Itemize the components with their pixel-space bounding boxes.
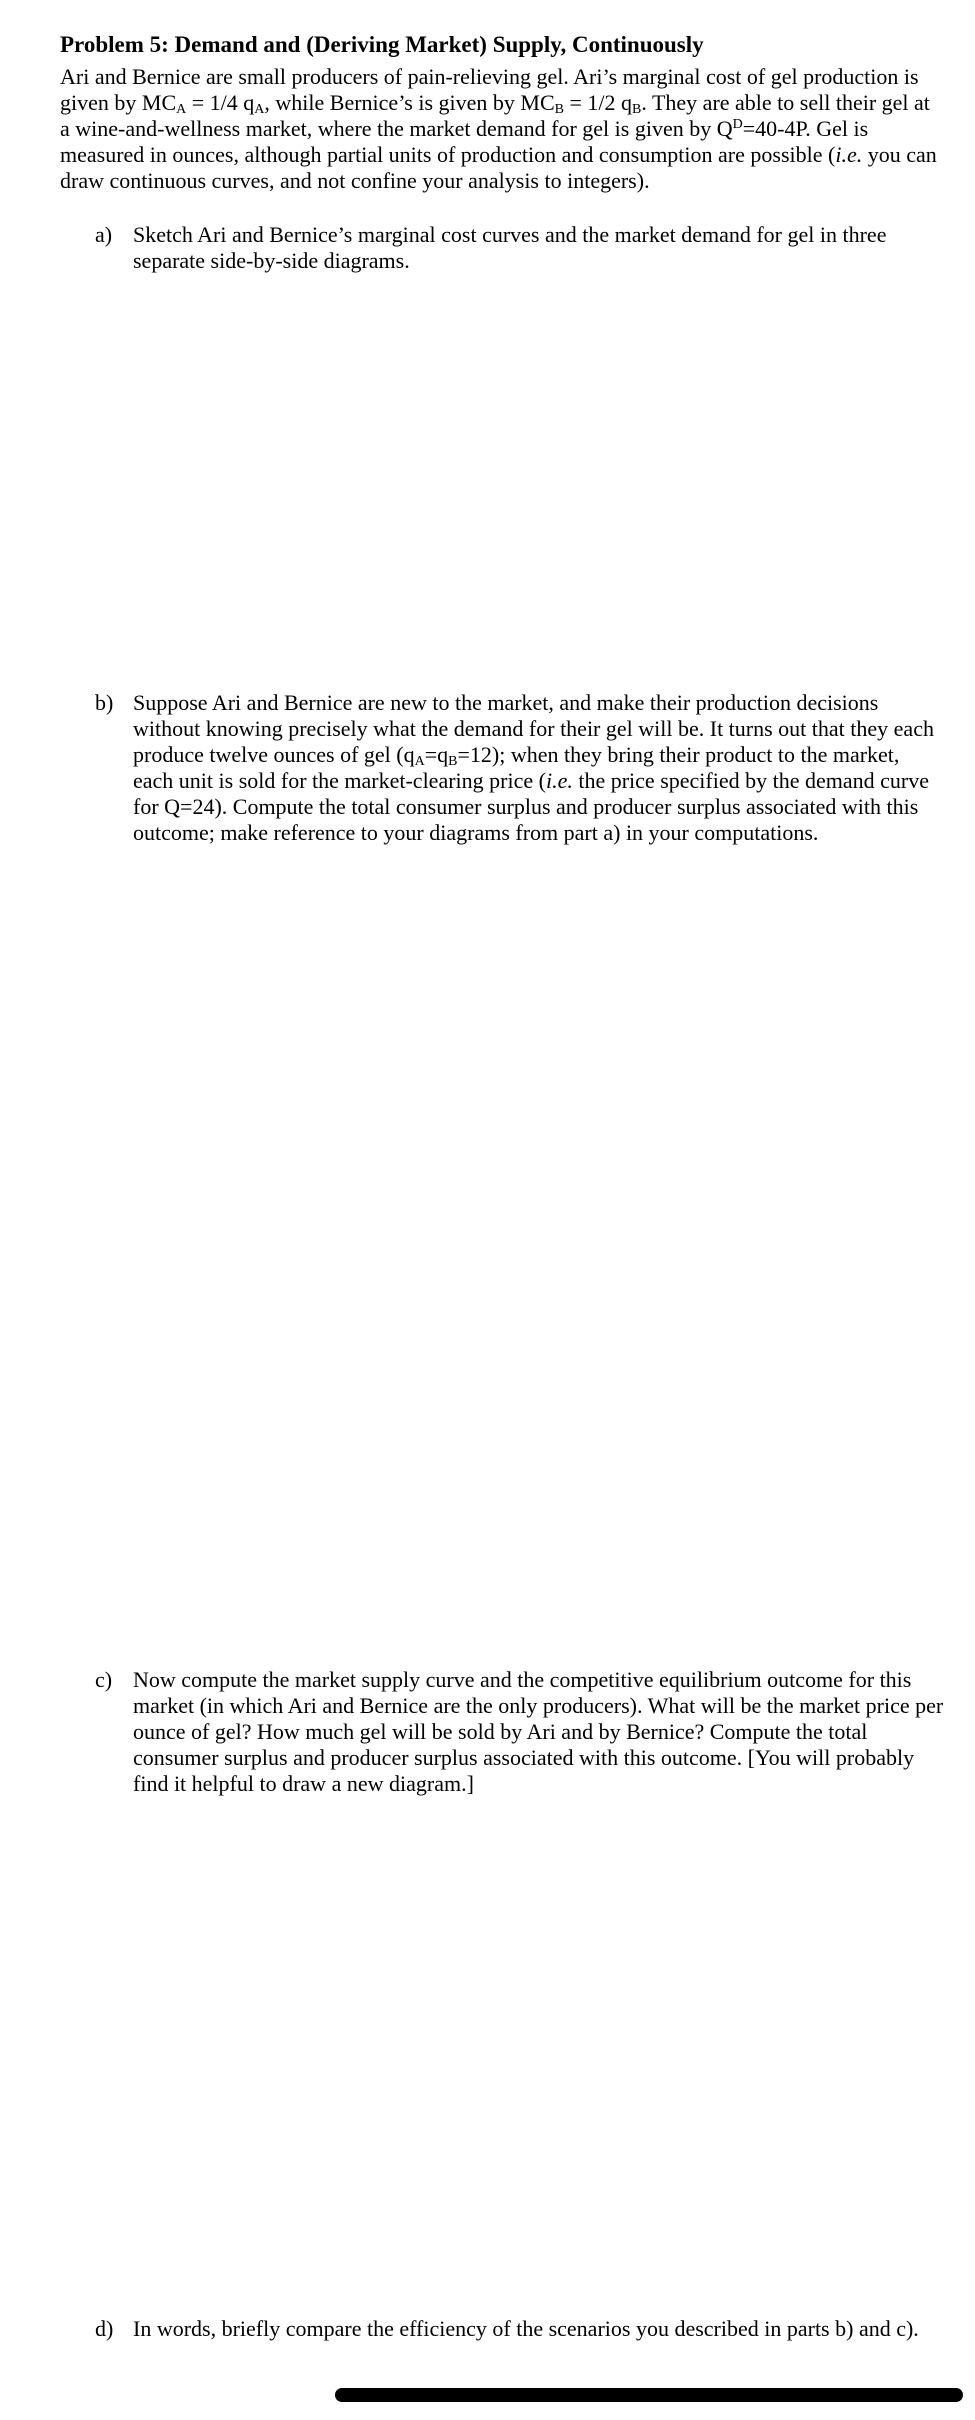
part-b-letter: b) xyxy=(95,690,114,715)
problem-intro: Ari and Bernice are small producers of pain-relieving gel. Ari’s marginal cost of gel production is given by $MC_A = 1/4$ $q_A$, while Bernice’s is given by $MC_B = 1/2$ $q_B$. They are able to sell their gel at a wine-and-wellness market, where the market demand for gel is given by $Q^D=40-4P$. Gel is measured in ounces, although partial units of production and consumption are possible (i.e. you can draw continuous curves, and not confine your analysis to integers). xyxy=(60,64,937,193)
part-d-text: In words, briefly compare the efficiency of the scenarios you described in parts b) and c). xyxy=(133,2316,919,2341)
part-c-letter: c) xyxy=(95,1667,113,1692)
problem-title: Problem 5: Demand and (Deriving Market) Supply, Continuously xyxy=(60,32,704,57)
home-indicator[interactable] xyxy=(335,2388,963,2402)
part-a-letter: a) xyxy=(95,222,113,247)
part-d-letter: d) xyxy=(95,2316,114,2341)
part-b xyxy=(95,690,945,846)
part-a xyxy=(95,222,945,274)
part-c xyxy=(95,1667,945,1797)
part-a-text: Sketch Ari and Bernice’s marginal cost curves and the market demand for gel in three separate side-by-side diagrams. xyxy=(133,222,887,273)
part-b-text: Suppose Ari and Bernice are new to the market, and make their production decisions without knowing precisely what the demand for their gel will be. It turns out that they each produce twelve ounces of gel $(q_A=q_B=12)$; when they bring their product to the market, each unit is sold for the market-clearing price (i.e. the price specified by the demand curve for Q=24). Compute the total consumer surplus and producer surplus associated with this outcome; make reference to your diagrams from part a) in your computations. xyxy=(133,690,934,845)
part-c-text: Now compute the market supply curve and the competitive equilibrium outcome for this market (in which Ari and Bernice are the only producers). What will be the market price per ounce of gel? How much gel will be sold by Ari and by Bernice? Compute the total consumer surplus and producer surplus associated with this outcome. [You will probably find it helpful to draw a new diagram.] xyxy=(133,1667,944,1796)
part-d xyxy=(95,2316,945,2342)
